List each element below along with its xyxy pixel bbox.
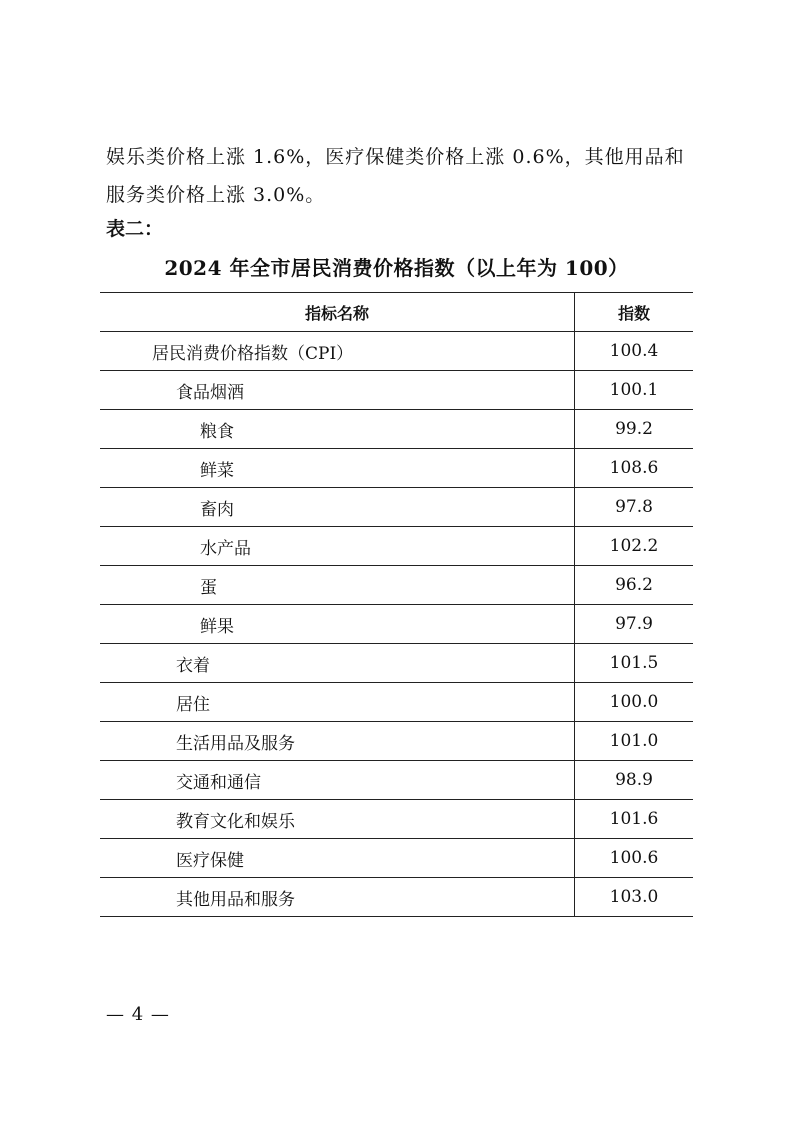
row-value: 97.9 <box>575 605 694 644</box>
table-label: 表二： <box>106 218 164 240</box>
table-row <box>100 488 693 527</box>
row-value: 101.0 <box>575 722 694 761</box>
row-value: 103.0 <box>575 878 694 917</box>
row-name: 蛋 <box>100 566 575 605</box>
row-value: 96.2 <box>575 566 694 605</box>
table-row <box>100 605 693 644</box>
row-name: 居民消费价格指数（CPI） <box>100 332 575 371</box>
table-row <box>100 644 693 683</box>
row-name: 居住 <box>100 683 575 722</box>
table-row <box>100 761 693 800</box>
table-row <box>100 722 693 761</box>
row-name: 其他用品和服务 <box>100 878 575 917</box>
row-value: 97.8 <box>575 488 694 527</box>
table-row <box>100 683 693 722</box>
table-row <box>100 800 693 839</box>
row-name: 交通和通信 <box>100 761 575 800</box>
table-header-row <box>100 293 693 332</box>
row-name: 食品烟酒 <box>100 371 575 410</box>
row-value: 101.5 <box>575 644 694 683</box>
column-header-name: 指标名称 <box>100 293 575 332</box>
row-value: 98.9 <box>575 761 694 800</box>
table-row <box>100 566 693 605</box>
table-row <box>100 332 693 371</box>
row-value: 100.4 <box>575 332 694 371</box>
row-value: 100.6 <box>575 839 694 878</box>
cpi-table <box>100 292 693 917</box>
table-row <box>100 449 693 488</box>
row-name: 畜肉 <box>100 488 575 527</box>
paragraph-line: 娱乐类价格上涨 1.6%，医疗保健类价格上涨 0.6%，其他用品和 <box>106 146 685 168</box>
table-row <box>100 527 693 566</box>
row-name: 生活用品及服务 <box>100 722 575 761</box>
row-name: 粮食 <box>100 410 575 449</box>
row-value: 108.6 <box>575 449 694 488</box>
table-title: 2024 年全市居民消费价格指数（以上年为 100） <box>164 256 629 280</box>
table-row <box>100 410 693 449</box>
row-value: 102.2 <box>575 527 694 566</box>
row-name: 教育文化和娱乐 <box>100 800 575 839</box>
page-number: — 4 — <box>106 1004 170 1025</box>
row-name: 鲜菜 <box>100 449 575 488</box>
table-row <box>100 878 693 917</box>
row-value: 101.6 <box>575 800 694 839</box>
table-row <box>100 839 693 878</box>
column-header-value: 指数 <box>575 293 694 332</box>
table-row <box>100 371 693 410</box>
row-value: 99.2 <box>575 410 694 449</box>
row-name: 水产品 <box>100 527 575 566</box>
row-value: 100.1 <box>575 371 694 410</box>
row-name: 衣着 <box>100 644 575 683</box>
body-paragraph <box>106 138 706 214</box>
row-name: 医疗保健 <box>100 839 575 878</box>
row-value: 100.0 <box>575 683 694 722</box>
paragraph-line: 服务类价格上涨 3.0%。 <box>106 184 326 206</box>
row-name: 鲜果 <box>100 605 575 644</box>
